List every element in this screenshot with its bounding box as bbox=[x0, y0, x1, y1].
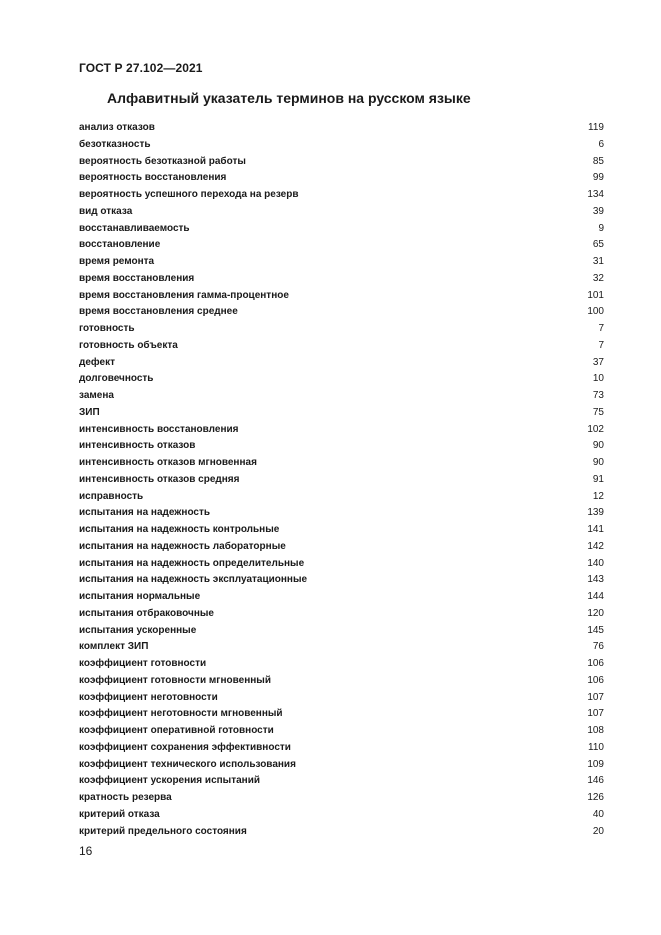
index-term: интенсивность отказов мгновенная bbox=[79, 457, 257, 468]
index-entry bbox=[79, 455, 604, 472]
page-number: 16 bbox=[79, 844, 93, 858]
index-entry bbox=[79, 422, 604, 439]
index-entry bbox=[79, 204, 604, 221]
index-term: долговечность bbox=[79, 373, 154, 385]
index-entry bbox=[79, 790, 604, 807]
document-code: ГОСТ Р 27.102—2021 bbox=[79, 61, 203, 75]
term-index-list bbox=[79, 120, 604, 840]
index-page-ref: 37 bbox=[592, 356, 604, 368]
index-entry bbox=[79, 740, 604, 757]
index-page-ref: 106 bbox=[587, 674, 604, 686]
index-term: кратность резерва bbox=[79, 792, 172, 803]
index-entry bbox=[79, 505, 604, 522]
index-entry bbox=[79, 254, 604, 271]
index-page-ref: 7 bbox=[598, 323, 604, 334]
index-entry bbox=[79, 338, 604, 355]
index-term: восстановление bbox=[79, 239, 161, 251]
index-page-ref: 146 bbox=[587, 775, 604, 787]
index-term: вероятность успешного перехода на резерв bbox=[79, 189, 299, 200]
index-term: испытания на надежность эксплуатационные bbox=[79, 574, 308, 586]
index-page-ref: 90 bbox=[592, 457, 604, 468]
index-page-ref: 107 bbox=[587, 691, 604, 703]
index-page-ref: 65 bbox=[592, 239, 604, 251]
index-term: дефект bbox=[79, 356, 115, 368]
index-page-ref: 99 bbox=[592, 172, 604, 184]
index-page-ref: 139 bbox=[587, 507, 604, 519]
index-entry bbox=[79, 120, 604, 137]
index-term: исправность bbox=[79, 490, 144, 502]
index-entry bbox=[79, 723, 604, 740]
index-page-ref: 76 bbox=[592, 641, 604, 653]
index-entry bbox=[79, 639, 604, 656]
index-page-ref: 10 bbox=[592, 373, 604, 385]
index-term: ЗИП bbox=[79, 406, 100, 418]
index-page-ref: 108 bbox=[587, 725, 604, 736]
index-term: испытания ускоренные bbox=[79, 624, 197, 636]
index-page-ref: 134 bbox=[587, 189, 604, 200]
index-page-ref: 20 bbox=[592, 825, 604, 837]
index-page-ref: 85 bbox=[592, 155, 604, 167]
index-page-ref: 90 bbox=[592, 440, 604, 452]
index-page-ref: 141 bbox=[587, 524, 604, 535]
index-term: время восстановления среднее bbox=[79, 306, 238, 318]
index-entry bbox=[79, 539, 604, 556]
index-term: коэффициент оперативной готовности bbox=[79, 725, 274, 736]
index-term: анализ отказов bbox=[79, 122, 155, 133]
index-page-ref: 6 bbox=[598, 138, 604, 150]
index-page-ref: 140 bbox=[587, 557, 604, 569]
index-term: замена bbox=[79, 390, 114, 401]
page-title: Алфавитный указатель терминов на русском языке bbox=[107, 90, 471, 106]
index-term: испытания на надежность определительные bbox=[79, 557, 305, 569]
index-entry bbox=[79, 221, 604, 238]
index-entry bbox=[79, 589, 604, 606]
index-page-ref: 39 bbox=[592, 205, 604, 217]
index-term: испытания нормальные bbox=[79, 591, 201, 602]
index-page-ref: 142 bbox=[587, 540, 604, 552]
index-page-ref: 101 bbox=[587, 289, 604, 301]
index-entry bbox=[79, 824, 604, 841]
index-entry bbox=[79, 690, 604, 707]
index-entry bbox=[79, 355, 604, 372]
index-term: критерий отказа bbox=[79, 808, 160, 820]
index-page-ref: 91 bbox=[592, 473, 604, 485]
index-entry bbox=[79, 757, 604, 774]
index-entry bbox=[79, 807, 604, 824]
index-entry bbox=[79, 606, 604, 623]
index-term: коэффициент сохранения эффективности bbox=[79, 741, 291, 753]
index-page-ref: 40 bbox=[592, 808, 604, 820]
index-term: интенсивность отказов bbox=[79, 440, 196, 452]
index-term: готовность объекта bbox=[79, 339, 178, 351]
index-entry bbox=[79, 706, 604, 723]
index-term: вероятность восстановления bbox=[79, 172, 227, 184]
index-page-ref: 120 bbox=[587, 607, 604, 619]
index-entry bbox=[79, 288, 604, 305]
index-page-ref: 32 bbox=[592, 272, 604, 284]
index-page-ref: 107 bbox=[587, 708, 604, 720]
index-term: испытания отбраковочные bbox=[79, 607, 214, 619]
index-page-ref: 9 bbox=[598, 222, 604, 234]
index-term: коэффициент технического использования bbox=[79, 758, 296, 770]
index-page-ref: 144 bbox=[587, 591, 604, 602]
index-page-ref: 102 bbox=[587, 423, 604, 435]
index-page-ref: 109 bbox=[587, 758, 604, 770]
index-entry bbox=[79, 623, 604, 640]
index-entry bbox=[79, 572, 604, 589]
index-term: испытания на надежность bbox=[79, 507, 211, 519]
index-page-ref: 143 bbox=[587, 574, 604, 586]
index-term: коэффициент готовности мгновенный bbox=[79, 674, 271, 686]
index-term: критерий предельного состояния bbox=[79, 825, 247, 837]
index-page-ref: 31 bbox=[592, 256, 604, 267]
index-term: коэффициент неготовности bbox=[79, 691, 218, 703]
index-term: безотказность bbox=[79, 138, 151, 150]
index-entry bbox=[79, 187, 604, 204]
index-term: вероятность безотказной работы bbox=[79, 155, 246, 167]
index-entry bbox=[79, 522, 604, 539]
index-term: готовность bbox=[79, 323, 135, 334]
index-entry bbox=[79, 271, 604, 288]
index-term: интенсивность отказов средняя bbox=[79, 473, 240, 485]
index-term: интенсивность восстановления bbox=[79, 423, 239, 435]
index-term: испытания на надежность контрольные bbox=[79, 524, 280, 535]
index-entry bbox=[79, 656, 604, 673]
index-entry bbox=[79, 438, 604, 455]
index-page-ref: 7 bbox=[598, 339, 604, 351]
index-term: коэффициент неготовности мгновенный bbox=[79, 708, 283, 720]
index-page-ref: 126 bbox=[587, 792, 604, 803]
index-page-ref: 12 bbox=[592, 490, 604, 502]
index-term: вид отказа bbox=[79, 205, 133, 217]
index-entry bbox=[79, 304, 604, 321]
index-term: коэффициент готовности bbox=[79, 658, 207, 669]
index-entry bbox=[79, 472, 604, 489]
index-page-ref: 145 bbox=[587, 624, 604, 636]
index-entry bbox=[79, 773, 604, 790]
index-entry bbox=[79, 137, 604, 154]
index-term: время ремонта bbox=[79, 256, 155, 267]
index-entry bbox=[79, 673, 604, 690]
index-entry bbox=[79, 489, 604, 506]
index-term: время восстановления bbox=[79, 272, 195, 284]
index-entry bbox=[79, 321, 604, 338]
index-entry bbox=[79, 154, 604, 171]
index-entry bbox=[79, 371, 604, 388]
index-term: время восстановления гамма-процентное bbox=[79, 289, 289, 301]
index-term: восстанавливаемость bbox=[79, 222, 190, 234]
index-page-ref: 100 bbox=[587, 306, 604, 318]
index-entry bbox=[79, 388, 604, 405]
index-entry bbox=[79, 237, 604, 254]
index-entry bbox=[79, 170, 604, 187]
index-page-ref: 106 bbox=[587, 658, 604, 669]
index-page-ref: 73 bbox=[592, 390, 604, 401]
index-page-ref: 119 bbox=[588, 122, 604, 133]
index-page-ref: 110 bbox=[588, 741, 604, 753]
index-entry bbox=[79, 405, 604, 422]
index-page-ref: 75 bbox=[592, 406, 604, 418]
index-term: комплект ЗИП bbox=[79, 641, 149, 653]
index-term: коэффициент ускорения испытаний bbox=[79, 775, 261, 787]
index-entry bbox=[79, 556, 604, 573]
index-term: испытания на надежность лабораторные bbox=[79, 540, 286, 552]
